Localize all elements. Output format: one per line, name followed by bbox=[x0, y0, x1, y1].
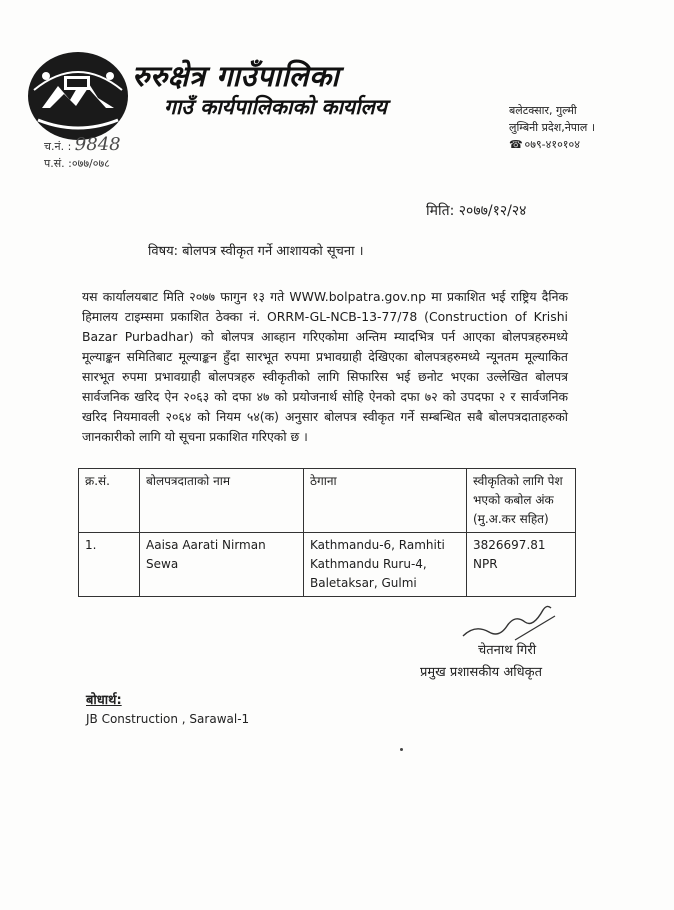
cell-serial: 1. bbox=[79, 533, 140, 597]
letter-subject: विषय: बोलपत्र स्वीकृत गर्ने आशायको सूचना । bbox=[148, 244, 364, 259]
column-header-address: ठेगाना bbox=[304, 469, 467, 533]
letter-date: मिति: २०७७/१२/२४ bbox=[426, 203, 527, 219]
cell-bid-amount: 3826697.81 NPR bbox=[467, 533, 576, 597]
reference-block bbox=[44, 136, 121, 172]
fiscal-year: प.सं. :०७७/०७८ bbox=[44, 157, 110, 170]
address-block bbox=[509, 102, 595, 153]
nepal-emblem-logo bbox=[24, 46, 132, 144]
ref-number-label: च.नं. : bbox=[44, 140, 72, 153]
cc-heading: बोधार्थ: bbox=[86, 693, 122, 708]
cell-bidder-name: Aaisa Aarati Nirman Sewa bbox=[140, 533, 304, 597]
bids-table bbox=[78, 468, 576, 597]
column-header-serial: क्र.सं. bbox=[79, 469, 140, 533]
scan-speck bbox=[400, 748, 403, 751]
phone-icon: ☎ bbox=[509, 138, 523, 151]
phone-number: ०७९-४१०१०४ bbox=[524, 138, 580, 151]
ref-number-row bbox=[44, 136, 121, 155]
address-line-1: बलेटक्सार, गुल्मी bbox=[509, 104, 577, 117]
handwritten-signature bbox=[455, 596, 565, 646]
column-header-bid-amount: स्वीकृतिको लागि पेश भएको कबोल अंक (मु.अ.कर सहित) bbox=[467, 469, 576, 533]
office-name: गाउँ कार्यपालिकाको कार्यालय bbox=[164, 95, 387, 119]
letter-body: यस कार्यालयबाट मिति २०७७ फागुन १३ गते WWW.bolpatra.gov.np मा प्रकाशित भई राष्ट्रिय दैनिक हिमालय टाइम्समा प्रकाशित ठेक्का नं. ORRM-GL-NCB-13-77/78 (Construction of Krishi Bazar Purbadhar) को बोलपत्र आब्हान गरिएकोमा अन्तिम म्यादभित्र पर्न आएका बोलपत्रहरुमध्ये मूल्याङ्कन समितिबाट मूल्याङ्कन हुँदा सारभूत रुपमा प्रभावग्राही देखिएका बोलपत्रहरुमध्ये न्यूनतम मूल्याकित सारभूत रुपमा प्रभावग्राही बोलपत्रहरु स्वीकृतीको लागि सिफारिस भई छनोट भएका उल्लेखित बोलपत्र सार्वजनिक खरिद ऐन २०६३ को दफा ४७ को प्रयोजनार्थ सोहि ऐनको दफा ७२ को उपदफा २ र सार्वजनिक खरिद नियमावली २०६४ को नियम ५४(क) अनुसार बोलपत्र स्वीकृत गर्ने सम्बन्धित सबै बोलपत्रदाताहरुको जानकारीको लागि यो सूचना प्रकाशित गरिएको छ । bbox=[82, 289, 568, 444]
address-line-2: लुम्बिनी प्रदेश,नेपाल । bbox=[509, 121, 596, 134]
ref-number-value: 9848 bbox=[74, 134, 121, 155]
org-name: रुरुक्षेत्र गाउँपालिका bbox=[132, 59, 340, 93]
cell-address: Kathmandu-6, Ramhiti Kathmandu Ruru-4, Baletaksar, Gulmi bbox=[304, 533, 467, 597]
phone-line bbox=[509, 136, 595, 153]
table-row bbox=[79, 533, 576, 597]
signatory-name: चेतनाथ गिरी bbox=[478, 643, 537, 658]
cc-recipient: JB Construction , Sarawal-1 bbox=[86, 712, 250, 726]
table-header-row bbox=[79, 469, 576, 533]
column-header-bidder: बोलपत्रदाताको नाम bbox=[140, 469, 304, 533]
signatory-designation: प्रमुख प्रशासकीय अधिकृत bbox=[420, 665, 543, 680]
